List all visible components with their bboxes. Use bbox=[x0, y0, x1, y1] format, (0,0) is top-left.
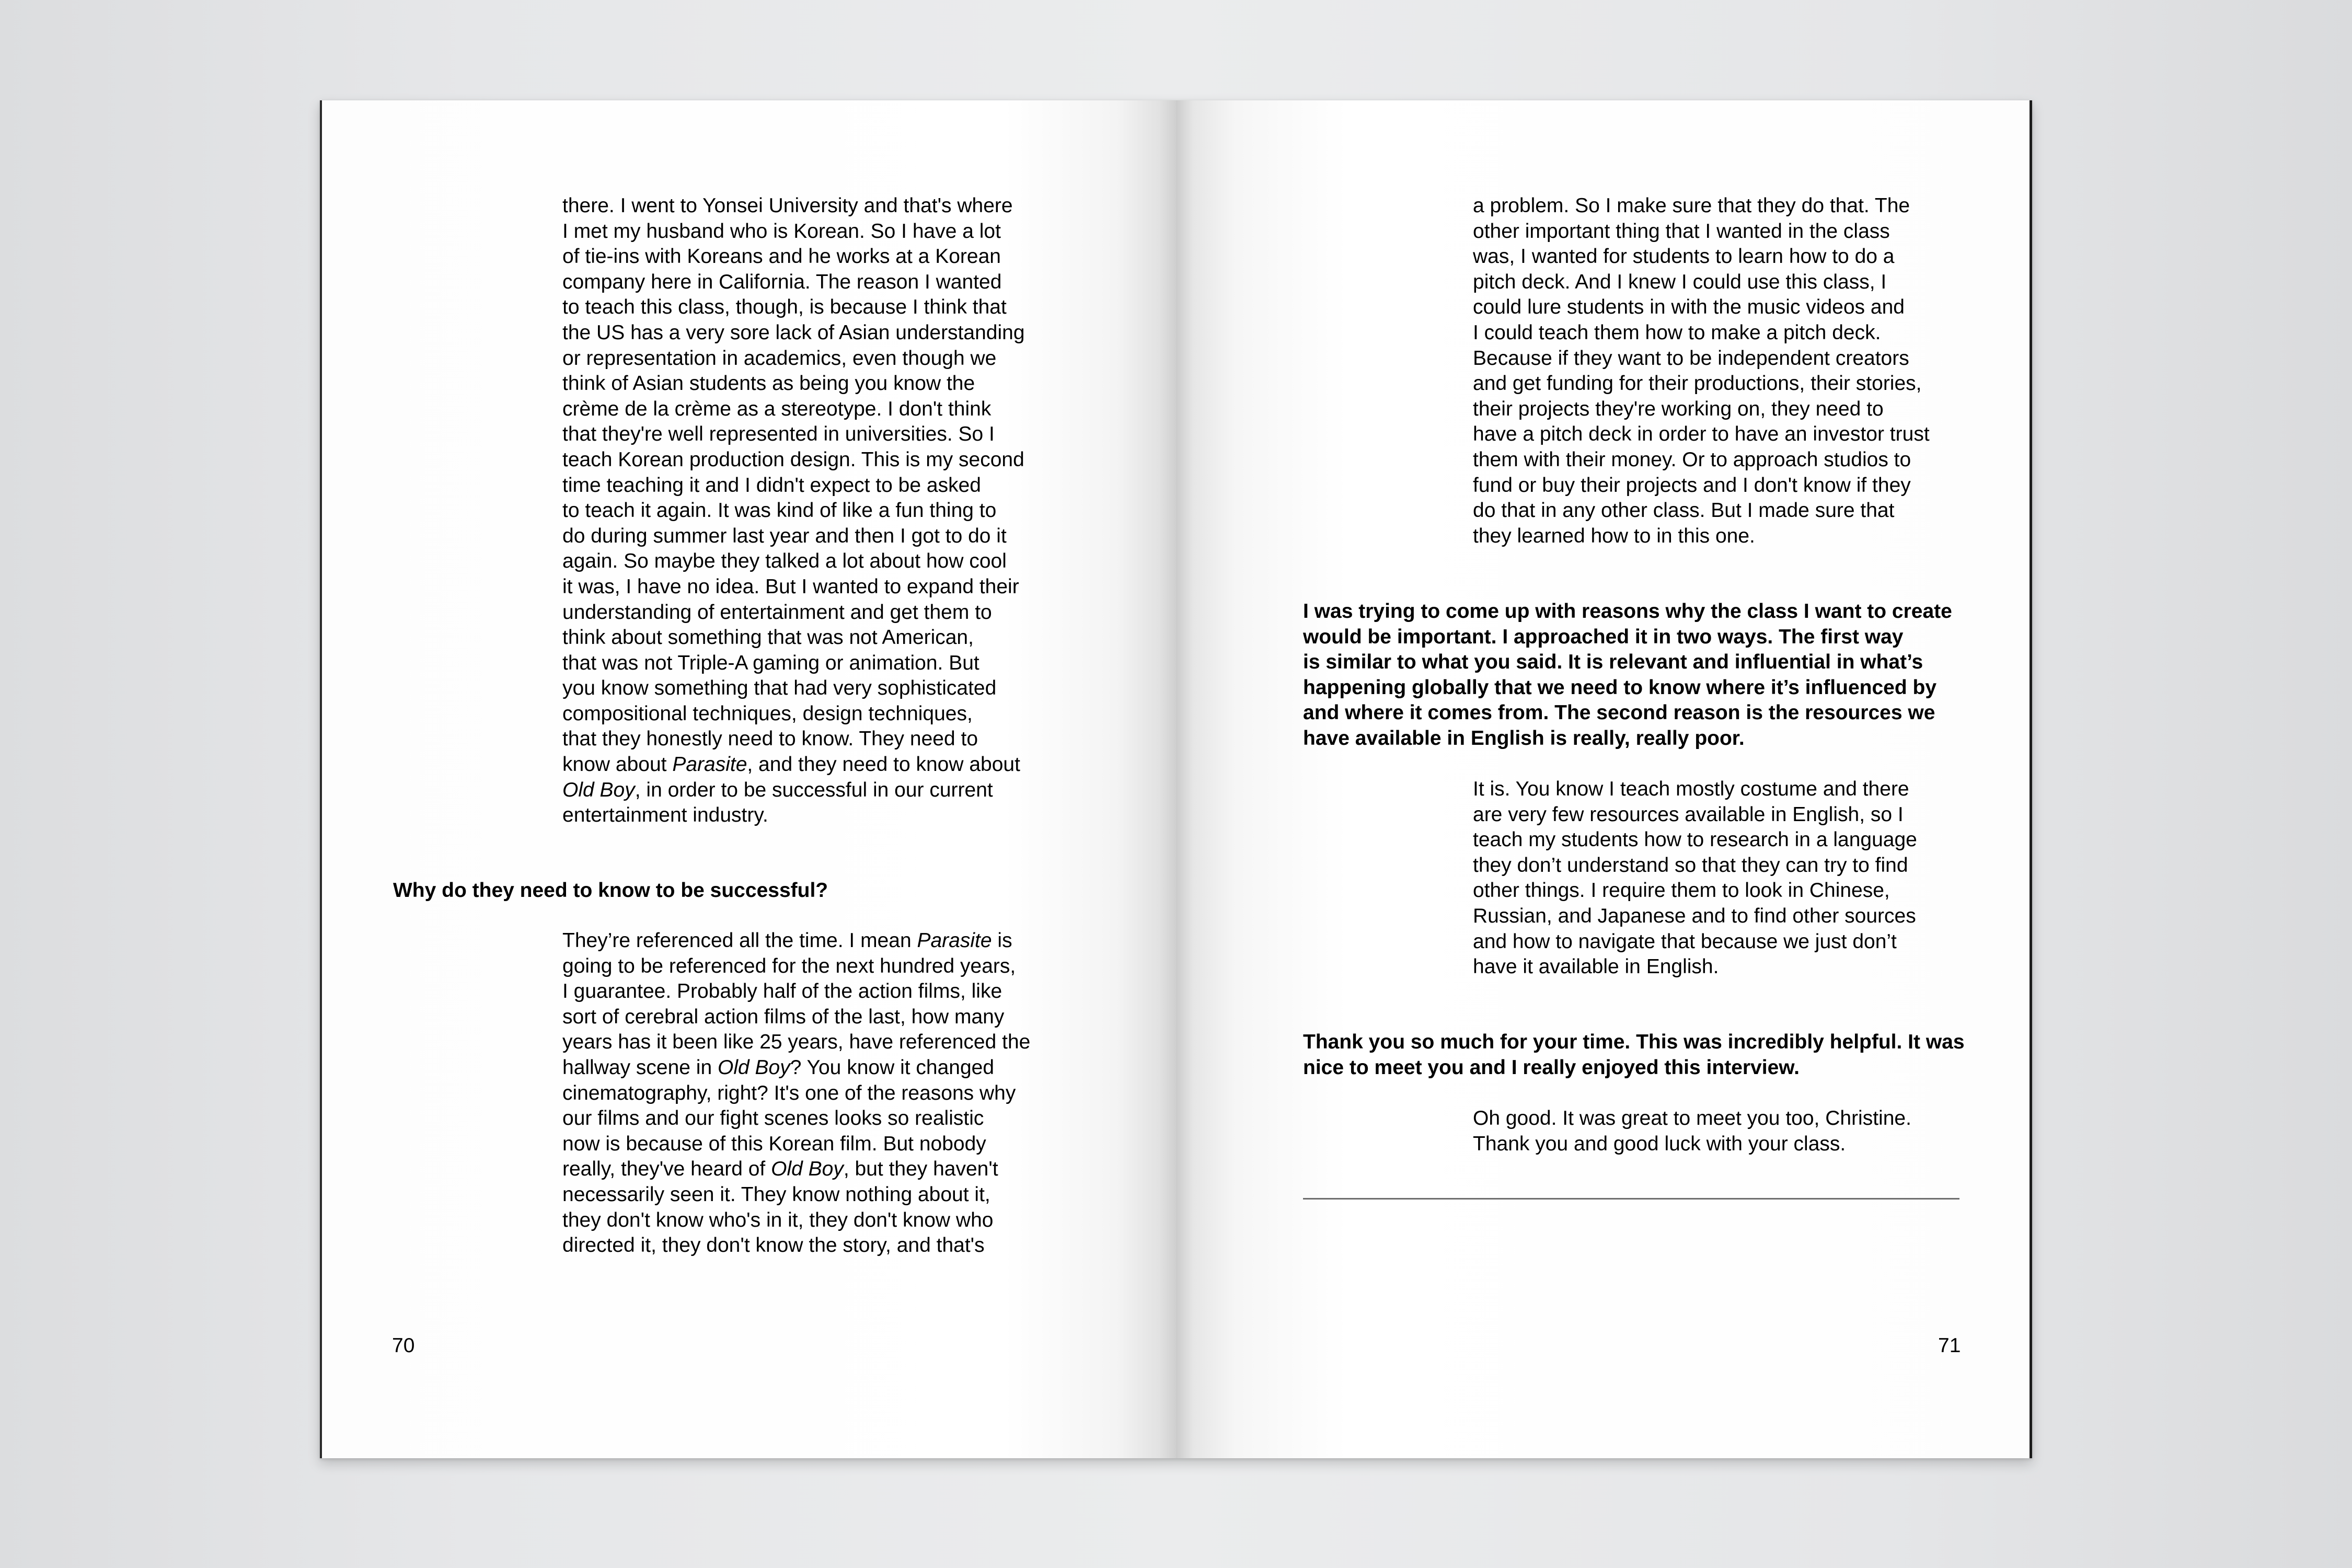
answer-text: They’re referenced all the time. I mean bbox=[562, 929, 917, 952]
page-number-left: 70 bbox=[392, 1334, 415, 1357]
left-answer-2 bbox=[562, 928, 1085, 1259]
right-question-2: Thank you so much for your time. This was incredibly helpful. It was nice to meet you and I really enjoyed this interview. bbox=[1303, 1031, 1965, 1079]
page-number-right: 71 bbox=[1938, 1334, 1961, 1357]
answer-text: there. I went to Yonsei University and that's where I met my husband who is Korean. So I have a lot of tie-ins with Koreans and he works at a Korean company here in California. The reason I wanted to teach this class, though, is because I think that the US has a very sore lack of Asian understanding or representation in academics, even though we think of Asian students as being you know the crème de la crème as a stereotype. I don't think that they're well represented in universities. So I teach Korean production design. This is my second time teaching it and I didn't expect to be asked to teach it again. It was kind of like a fun thing to do during summer last year and then I got to do it again. So maybe they talked a lot about how cool it was, I have no idea. But I wanted to expand their understanding of entertainment and get them to think about something that was not American, that was not Triple-A gaming or animation. But you know something that had very sophisticated compositional techniques, design techniques, that they honestly need to know. They need to bbox=[562, 194, 1025, 751]
answer-text: , but they haven't necessarily seen it. They know nothing about it, they don't know who's in it, they don't know who directed it, they don't know the story, and that's bbox=[562, 1158, 998, 1257]
film-title-old-boy: Old Boy bbox=[718, 1056, 790, 1079]
film-title-parasite: Parasite bbox=[917, 929, 992, 952]
right-answer-continued: a problem. So I make sure that they do that. The other important thing that I wanted in the class was, I wanted for students to learn how to do a pitch deck. And I knew I could use this class, I could lure students in with the music videos and I could teach them how to make a pitch deck. Because if they want to be independent creators and get funding for their productions, their stories, their projects they're working on, they need to have a pitch deck in order to have an investor trust them with their money. Or to approach studios to fund or buy their projects and I don't know if they do that in any other class. But I made sure that they learned how to in this one. bbox=[1473, 194, 1930, 547]
answer-text: , in order to be successful in our current entertainment industry. bbox=[562, 778, 993, 827]
film-title-old-boy: Old Boy bbox=[771, 1158, 844, 1181]
answer-text: , and they need to know about bbox=[747, 753, 1020, 776]
right-question-1: I was trying to come up with reasons why the class I want to create would be important. I approached it in two ways. The first way is similar to what you said. It is relevant and influential in what’s happening globally that we need to know where it’s influenced by and where it comes from. The second reason is the resources we have available in English is really, really poor. bbox=[1303, 600, 1952, 750]
left-question: Why do they need to know to be successful? bbox=[393, 879, 828, 902]
film-title-old-boy: Old Boy bbox=[562, 778, 635, 801]
answer-text: is going to be referenced for the next hundred years, I guarantee. Probably half of the action films, like sort of cerebral action films of the last, how many years has it been like 25 years, have referenced the hallway scene in bbox=[562, 929, 1031, 1079]
film-title-parasite: Parasite bbox=[672, 753, 747, 776]
right-answer-2: Oh good. It was great to meet you too, Christine. Thank you and good luck with your class. bbox=[1473, 1107, 1911, 1155]
left-answer-continued bbox=[562, 193, 1085, 828]
end-rule bbox=[1303, 1198, 1959, 1200]
right-answer-1: It is. You know I teach mostly costume and there are very few resources available in English, so I teach my students how to research in a language they don’t understand so that they can try to find other things. I require them to look in Chinese, Russian, and Japanese and to find other sources and how to navigate that because we just don’t have it available in English. bbox=[1473, 778, 1917, 978]
answer-text: ? You know it changed cinematography, right? It's one of the reasons why our films and our fight scenes looks so realistic now is because of this Korean film. But nobody really, they've heard of bbox=[562, 1056, 1016, 1181]
answer-text: know about bbox=[562, 753, 673, 776]
